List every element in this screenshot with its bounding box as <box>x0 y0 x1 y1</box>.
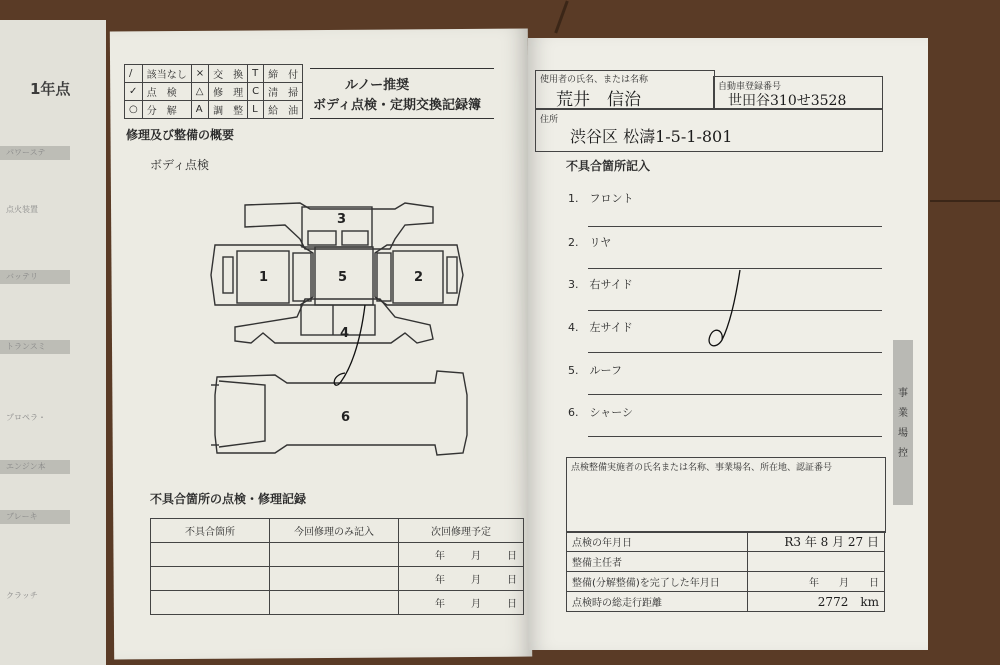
legend-cell: C <box>248 83 264 101</box>
title-rule <box>310 118 494 119</box>
prev-item: バッテリ <box>6 272 38 281</box>
defect-item-front: 1. フロント <box>568 192 634 205</box>
repair-header-row <box>151 519 524 543</box>
entry-line <box>588 394 882 395</box>
record-row <box>567 552 885 572</box>
legend-cell: △ <box>191 83 208 101</box>
prev-item: ブレーキ <box>6 512 38 521</box>
legend-cell: 該当なし <box>142 65 191 83</box>
repair-table <box>150 518 524 615</box>
office-copy-tab-label: 事 業 場 控 <box>898 388 908 459</box>
defect-item-rear: 2. リヤ <box>568 236 612 249</box>
legend-cell: L <box>248 101 264 119</box>
repair-cell[interactable] <box>151 543 270 567</box>
repair-row <box>151 591 524 615</box>
defect-entry-heading: 不具合箇所記入 <box>566 159 651 173</box>
inspection-date[interactable]: R3 年 8 月 27 日 <box>748 532 885 552</box>
address-value: 渋谷区 松濤1-5-1-801 <box>570 127 733 146</box>
diagram-number-6: 6 <box>341 410 351 425</box>
legend-cell: A <box>191 101 208 119</box>
table-grain <box>930 200 1000 202</box>
legend-cell: 清 掃 <box>264 83 303 101</box>
overview-heading: 修理及び整備の概要 <box>126 128 235 142</box>
chief-mechanic[interactable] <box>748 552 885 572</box>
body-check-heading: ボディ点検 <box>150 158 210 172</box>
registration-number: 世田谷310せ3528 <box>728 93 847 109</box>
legend-cell: 修 理 <box>209 83 248 101</box>
previous-page <box>0 20 106 665</box>
legend-cell: 締 付 <box>264 65 303 83</box>
defect-item-roof: 5. ルーフ <box>568 364 622 377</box>
diagram-number-3: 3 <box>337 212 347 227</box>
prev-item: クラッチ <box>6 591 38 600</box>
repair-header: 不具合箇所 <box>151 519 270 543</box>
registration-label: 自動車登録番号 <box>718 82 782 92</box>
defect-record-heading: 不具合箇所の点検・修理記録 <box>150 492 307 506</box>
diagram-number-4: 4 <box>340 326 350 341</box>
record-row <box>567 592 885 612</box>
entry-line <box>588 226 882 227</box>
prev-item: プロペラ・ <box>6 413 46 422</box>
repair-date[interactable]: 年 月 日 <box>399 567 524 591</box>
repair-row <box>151 543 524 567</box>
legend-row <box>125 101 303 119</box>
legend-row <box>125 83 303 101</box>
prev-page-title: 1年点 <box>30 80 71 98</box>
table-grain <box>554 1 568 34</box>
legend-cell: T <box>248 65 264 83</box>
handwritten-mark <box>700 266 750 350</box>
legend-cell: × <box>191 65 208 83</box>
repair-date[interactable]: 年 月 日 <box>399 543 524 567</box>
prev-item: エンジン本 <box>6 462 46 471</box>
legend-table <box>124 64 303 119</box>
handwritten-mark <box>334 305 365 385</box>
total-mileage[interactable]: 2772 km <box>748 592 885 612</box>
car-body-diagram <box>205 195 470 465</box>
office-copy-tab <box>893 340 913 505</box>
repair-cell[interactable] <box>270 543 399 567</box>
prev-item: 点火装置 <box>6 205 38 214</box>
defect-item-chassis: 6. シャーシ <box>568 406 634 419</box>
owner-label: 使用者の氏名、または名称 <box>540 75 649 85</box>
record-label: 点検時の総走行距離 <box>567 592 748 612</box>
address-label: 住所 <box>540 115 559 125</box>
entry-line <box>588 436 882 437</box>
defect-item-left-side: 4. 左サイド <box>568 321 633 334</box>
record-label: 整備(分解整備)を完了した年月日 <box>567 572 748 592</box>
record-label: 点検の年月日 <box>567 532 748 552</box>
legend-row <box>125 65 303 83</box>
shop-info-label: 点検整備実施者の氏名または名称、事業場名、所在地、認証番号 <box>571 463 833 473</box>
diagram-number-5: 5 <box>338 270 348 285</box>
page-title-line1: ルノー推奨 <box>345 78 410 93</box>
repair-header: 次回修理予定 <box>399 519 524 543</box>
legend-cell: 給 油 <box>264 101 303 119</box>
record-row <box>567 572 885 592</box>
prev-item: パワーステ <box>6 148 46 157</box>
title-rule <box>310 68 494 69</box>
legend-cell: 点 検 <box>142 83 191 101</box>
repair-date[interactable]: 年 月 日 <box>399 591 524 615</box>
legend-cell: ✓ <box>125 83 143 101</box>
repair-cell[interactable] <box>151 591 270 615</box>
repair-header: 今回修理のみ記入 <box>270 519 399 543</box>
entry-line <box>588 352 882 353</box>
page-title-line2: ボディ点検・定期交換記録簿 <box>313 98 481 113</box>
completion-date[interactable]: 年 月 日 <box>748 572 885 592</box>
owner-name: 荒井 信治 <box>556 90 641 110</box>
legend-cell: 交 換 <box>209 65 248 83</box>
inspection-record-table <box>566 531 885 612</box>
legend-cell: / <box>125 65 143 83</box>
record-row <box>567 532 885 552</box>
prev-item: トランスミ <box>6 342 46 351</box>
legend-cell: 調 整 <box>209 101 248 119</box>
repair-cell[interactable] <box>151 567 270 591</box>
record-label: 整備主任者 <box>567 552 748 572</box>
repair-cell[interactable] <box>270 567 399 591</box>
diagram-number-2: 2 <box>414 270 424 285</box>
defect-item-right-side: 3. 右サイド <box>568 278 633 291</box>
repair-row <box>151 567 524 591</box>
repair-cell[interactable] <box>270 591 399 615</box>
diagram-number-1: 1 <box>259 270 269 285</box>
legend-cell: 分 解 <box>142 101 191 119</box>
legend-cell: ○ <box>125 101 143 119</box>
